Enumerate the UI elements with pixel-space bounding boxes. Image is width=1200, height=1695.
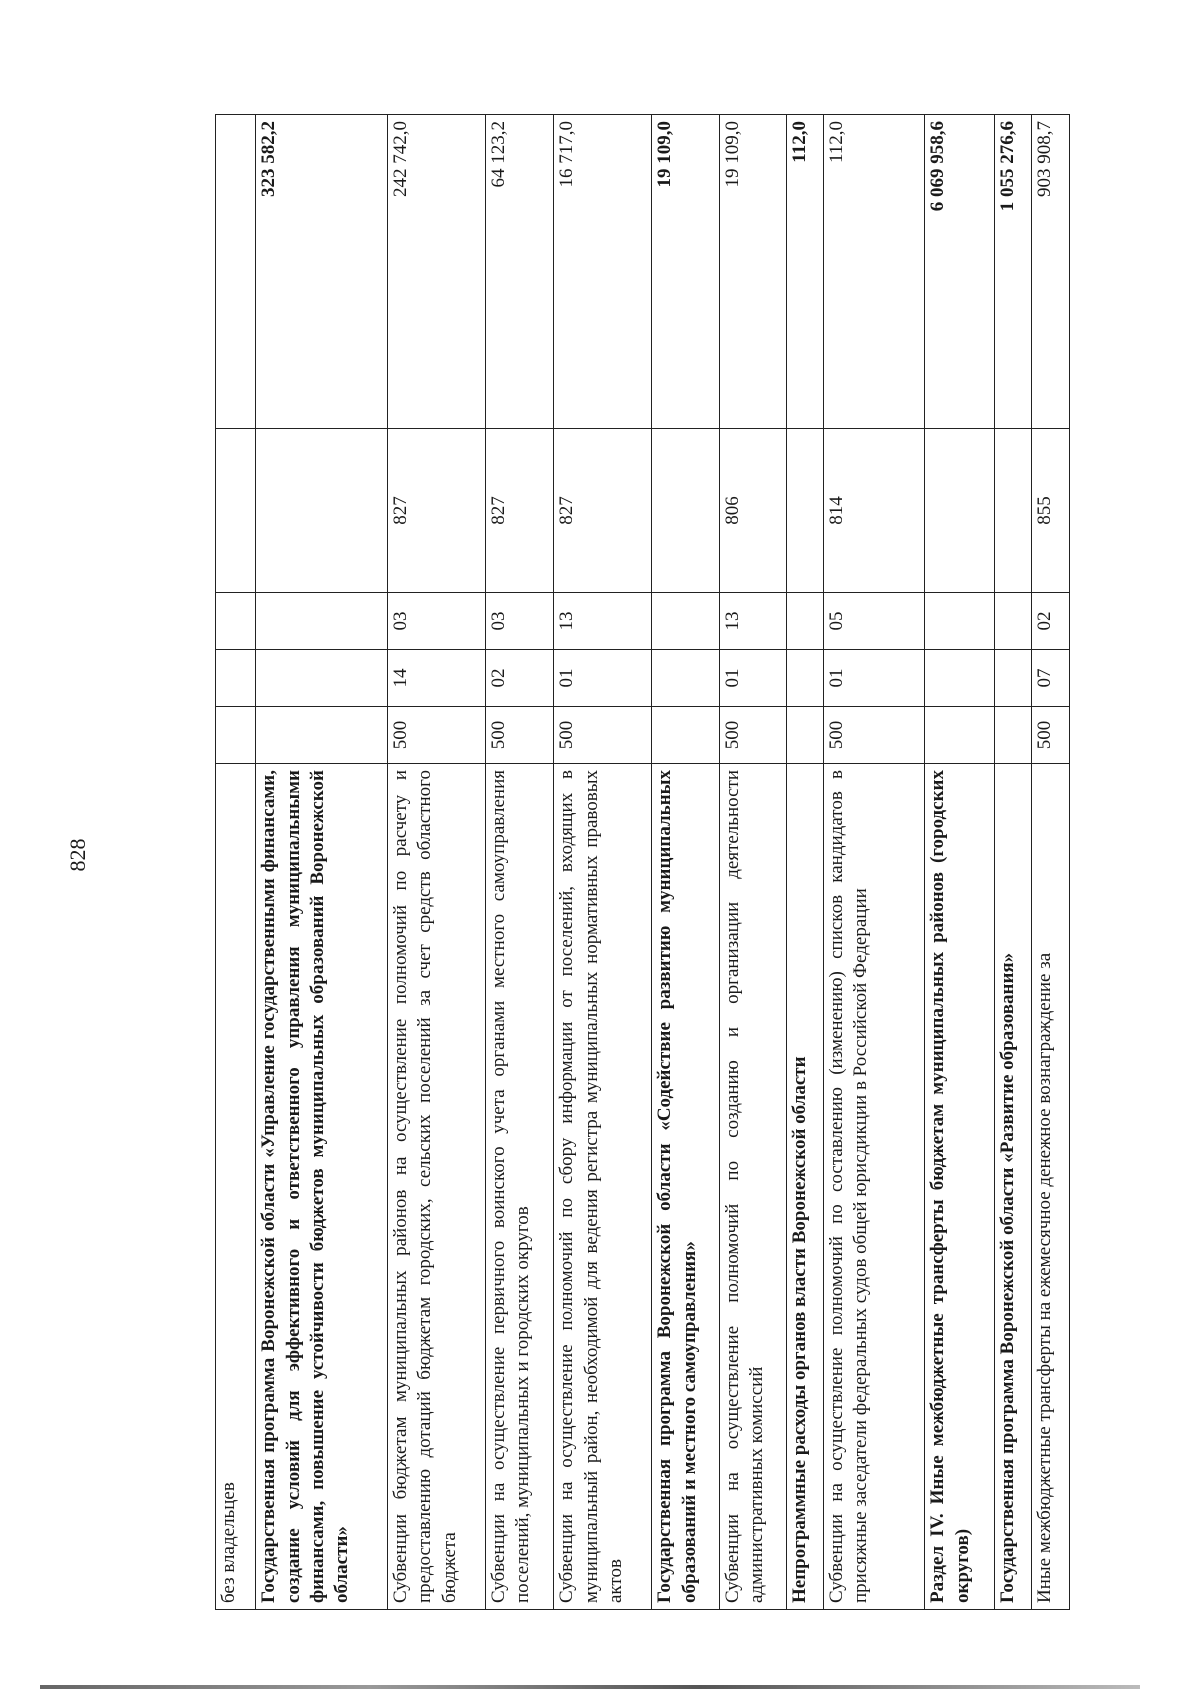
row-grbs [994,707,1031,764]
row-rz [787,650,824,707]
row-rz: 02 [485,650,554,707]
row-pr: 03 [387,593,485,650]
row-grbs: 500 [824,707,925,764]
row-rz [994,650,1031,707]
row-amount: 19 109,0 [652,115,719,429]
table-row [719,115,786,1610]
row-pr: 13 [719,593,786,650]
row-grbs: 500 [387,707,485,764]
row-vr [994,429,1031,593]
row-name: Иные межбюджетные трансферты на ежемесячное денежное вознаграждение за [1031,764,1069,1610]
row-grbs [652,707,719,764]
row-vr [216,429,256,593]
row-amount: 242 742,0 [387,115,485,429]
row-name: Субвенции бюджетам муниципальных районов на осуществление полномочий по расчету и предоставлению дотаций бюджетам городских, сельских поселений за счет средств областного бюджета [387,764,485,1610]
row-amount [216,115,256,429]
row-vr: 806 [719,429,786,593]
row-rz: 01 [719,650,786,707]
row-rz [216,650,256,707]
row-amount: 903 908,7 [1031,115,1069,429]
row-pr [256,593,388,650]
row-rz: 01 [824,650,925,707]
row-rz [652,650,719,707]
table-row [994,115,1031,1610]
page-number: 828 [65,838,90,872]
row-name: Субвенции на осуществление полномочий по составлению (изменению) списков кандидатов в присяжные заседатели федеральных судов общей юрисдикции в Российской Федерации [824,764,925,1610]
row-pr: 03 [485,593,554,650]
row-name: Раздел IV. Иные межбюджетные трансферты бюджетам муниципальных районов (городских округов) [925,764,995,1610]
row-vr: 827 [554,429,652,593]
row-amount: 64 123,2 [485,115,554,429]
row-name: Субвенции на осуществление полномочий по созданию и организации деятельности административных комиссий [719,764,786,1610]
row-grbs: 500 [1031,707,1069,764]
row-rz [925,650,995,707]
row-amount: 112,0 [787,115,824,429]
table-row [652,115,719,1610]
row-rz: 01 [554,650,652,707]
row-amount: 6 069 958,6 [925,115,995,429]
budget-table [215,114,1070,1610]
row-pr [787,593,824,650]
row-grbs [787,707,824,764]
table-row [824,115,925,1610]
table-row [925,115,995,1610]
row-grbs [216,707,256,764]
row-name: Субвенции на осуществление первичного воинского учета органами местного самоуправления поселений, муниципальных и городских округов [485,764,554,1610]
row-vr: 827 [387,429,485,593]
row-pr: 05 [824,593,925,650]
row-rz: 07 [1031,650,1069,707]
row-grbs: 500 [485,707,554,764]
table-row [216,115,256,1610]
row-amount: 1 055 276,6 [994,115,1031,429]
row-pr [925,593,995,650]
row-pr [994,593,1031,650]
row-pr [652,593,719,650]
row-rz [256,650,388,707]
row-grbs [256,707,388,764]
row-grbs: 500 [719,707,786,764]
row-vr: 855 [1031,429,1069,593]
scan-edge-line [40,1685,1140,1689]
table-row [554,115,652,1610]
rotated-table-container [215,115,1070,1610]
row-name: без владельцев [216,764,256,1610]
table-row [256,115,388,1610]
row-name: Государственная программа Воронежской области «Развитие образования» [994,764,1031,1610]
row-grbs: 500 [554,707,652,764]
row-pr: 13 [554,593,652,650]
row-vr: 814 [824,429,925,593]
row-vr [925,429,995,593]
row-name: Государственная программа Воронежской области «Управление государственными финансами, создание условий для эффективного и ответственного управления муниципальными финансами, повышение устойчивости бюджетов муниципальных образований Воронежской области» [256,764,388,1610]
row-vr [787,429,824,593]
table-row [387,115,485,1610]
table-row [787,115,824,1610]
row-name: Непрограммные расходы органов власти Воронежской области [787,764,824,1610]
row-vr [256,429,388,593]
row-vr: 827 [485,429,554,593]
row-grbs [925,707,995,764]
row-pr: 02 [1031,593,1069,650]
row-rz: 14 [387,650,485,707]
row-name: Субвенции на осуществление полномочий по сбору информации от поселений, входящих в муниципальный район, необходимой для ведения регистра муниципальных нормативных правовых актов [554,764,652,1610]
row-pr [216,593,256,650]
row-amount: 19 109,0 [719,115,786,429]
row-vr [652,429,719,593]
row-amount: 323 582,2 [256,115,388,429]
row-amount: 112,0 [824,115,925,429]
row-name: Государственная программа Воронежской области «Содействие развитию муниципальных образований и местного самоуправления» [652,764,719,1610]
row-amount: 16 717,0 [554,115,652,429]
table-row [485,115,554,1610]
table-row [1031,115,1069,1610]
